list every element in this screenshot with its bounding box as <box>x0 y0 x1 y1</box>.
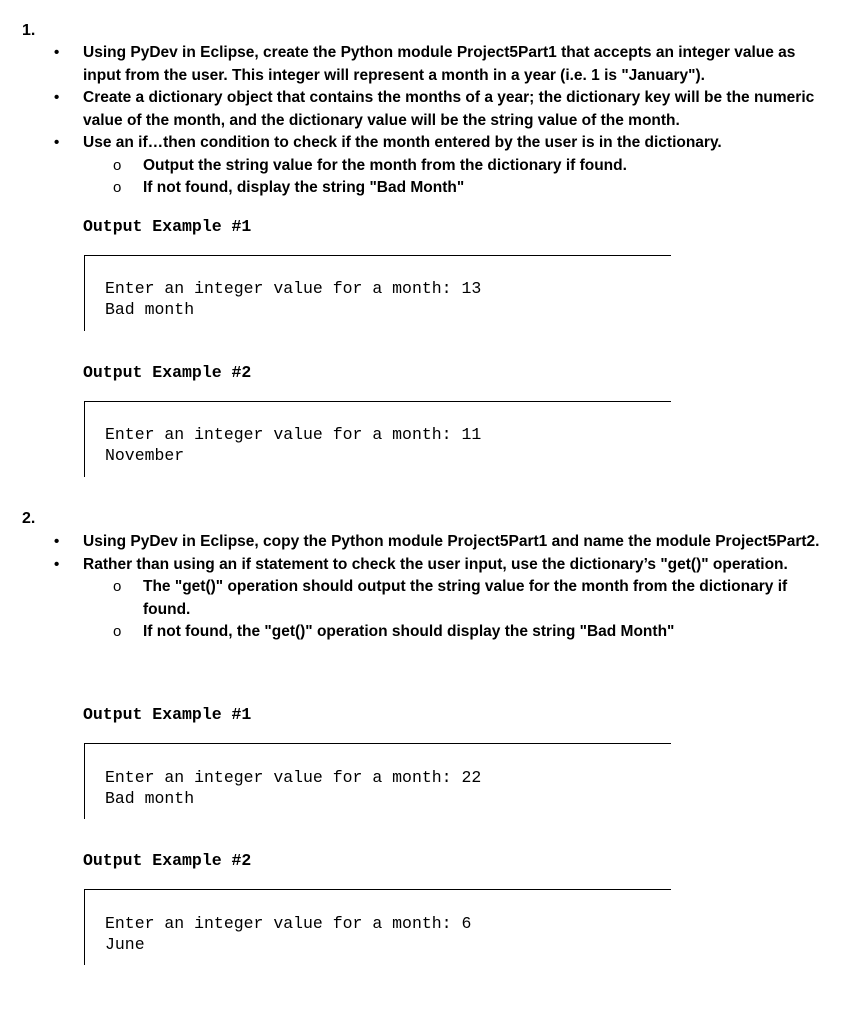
sub-bullet-item <box>0 155 833 178</box>
sub-bullet-item <box>0 621 833 644</box>
console-line: Bad month <box>105 789 195 808</box>
sub-bullet-item <box>0 177 833 200</box>
console-output <box>84 401 671 477</box>
sub-bullet-item <box>0 576 833 621</box>
circle-bullet-icon: o <box>113 179 122 196</box>
bullet-text: Using PyDev in Eclipse, copy the Python module Project5Part1 and name the module Project5Part2. <box>83 533 820 550</box>
bullet-icon: • <box>54 89 60 106</box>
bullet-item <box>0 132 823 155</box>
console-line: June <box>105 935 145 954</box>
bullet-text: Create a dictionary object that contains the months of a year; the dictionary key will be the numeric value of the month, and the dictionary value will be the string value of the month. <box>83 89 815 129</box>
bullet-text: Rather than using an if statement to check the user input, use the dictionary’s "get()" operation. <box>83 555 788 573</box>
console-line: Enter an integer value for a month: 22 <box>105 768 482 787</box>
bullet-icon: • <box>54 44 60 61</box>
bullet-text: Use an if…then condition to check if the month entered by the user is in the dictionary. <box>83 134 722 151</box>
bullet-icon: • <box>54 533 60 550</box>
example-label: Output Example #2 <box>83 363 252 382</box>
section-number: 2. <box>22 510 36 527</box>
console-output <box>84 889 671 965</box>
sub-bullet-text: The "get()" operation should output the string value for the month from the dictionary if found. <box>143 578 788 618</box>
sub-bullet-text: If not found, the "get()" operation should display the string "Bad Month" <box>143 623 675 640</box>
console-line: November <box>105 446 185 465</box>
section-2-bullets <box>0 531 841 644</box>
sub-bullet-text: Output the string value for the month from the dictionary if found. <box>143 156 627 174</box>
example-label: Output Example #1 <box>83 705 252 724</box>
console-output <box>84 255 671 331</box>
sub-bullet-text: If not found, display the string "Bad Month" <box>143 179 465 196</box>
console-output <box>84 743 671 819</box>
bullet-icon: • <box>54 134 60 151</box>
bullet-item <box>0 531 823 554</box>
bullet-item <box>0 554 823 577</box>
section-1-bullets <box>0 42 841 200</box>
section-number: 1. <box>22 22 36 39</box>
example-label: Output Example #2 <box>83 851 252 870</box>
circle-bullet-icon: o <box>113 578 122 595</box>
bullet-text: Using PyDev in Eclipse, create the Python module Project5Part1 that accepts an integer value as input from the user. This integer will represent a month in a year (i.e. 1 is "January"). <box>83 44 796 84</box>
circle-bullet-icon: o <box>113 623 122 640</box>
circle-bullet-icon: o <box>113 156 122 174</box>
console-line: Enter an integer value for a month: 11 <box>105 425 482 444</box>
example-label: Output Example #1 <box>83 217 252 236</box>
bullet-icon: • <box>54 555 60 573</box>
console-line: Enter an integer value for a month: 13 <box>105 279 482 298</box>
console-line: Bad month <box>105 300 195 319</box>
console-line: Enter an integer value for a month: 6 <box>105 914 472 933</box>
bullet-item <box>0 87 823 132</box>
bullet-item <box>0 42 823 87</box>
